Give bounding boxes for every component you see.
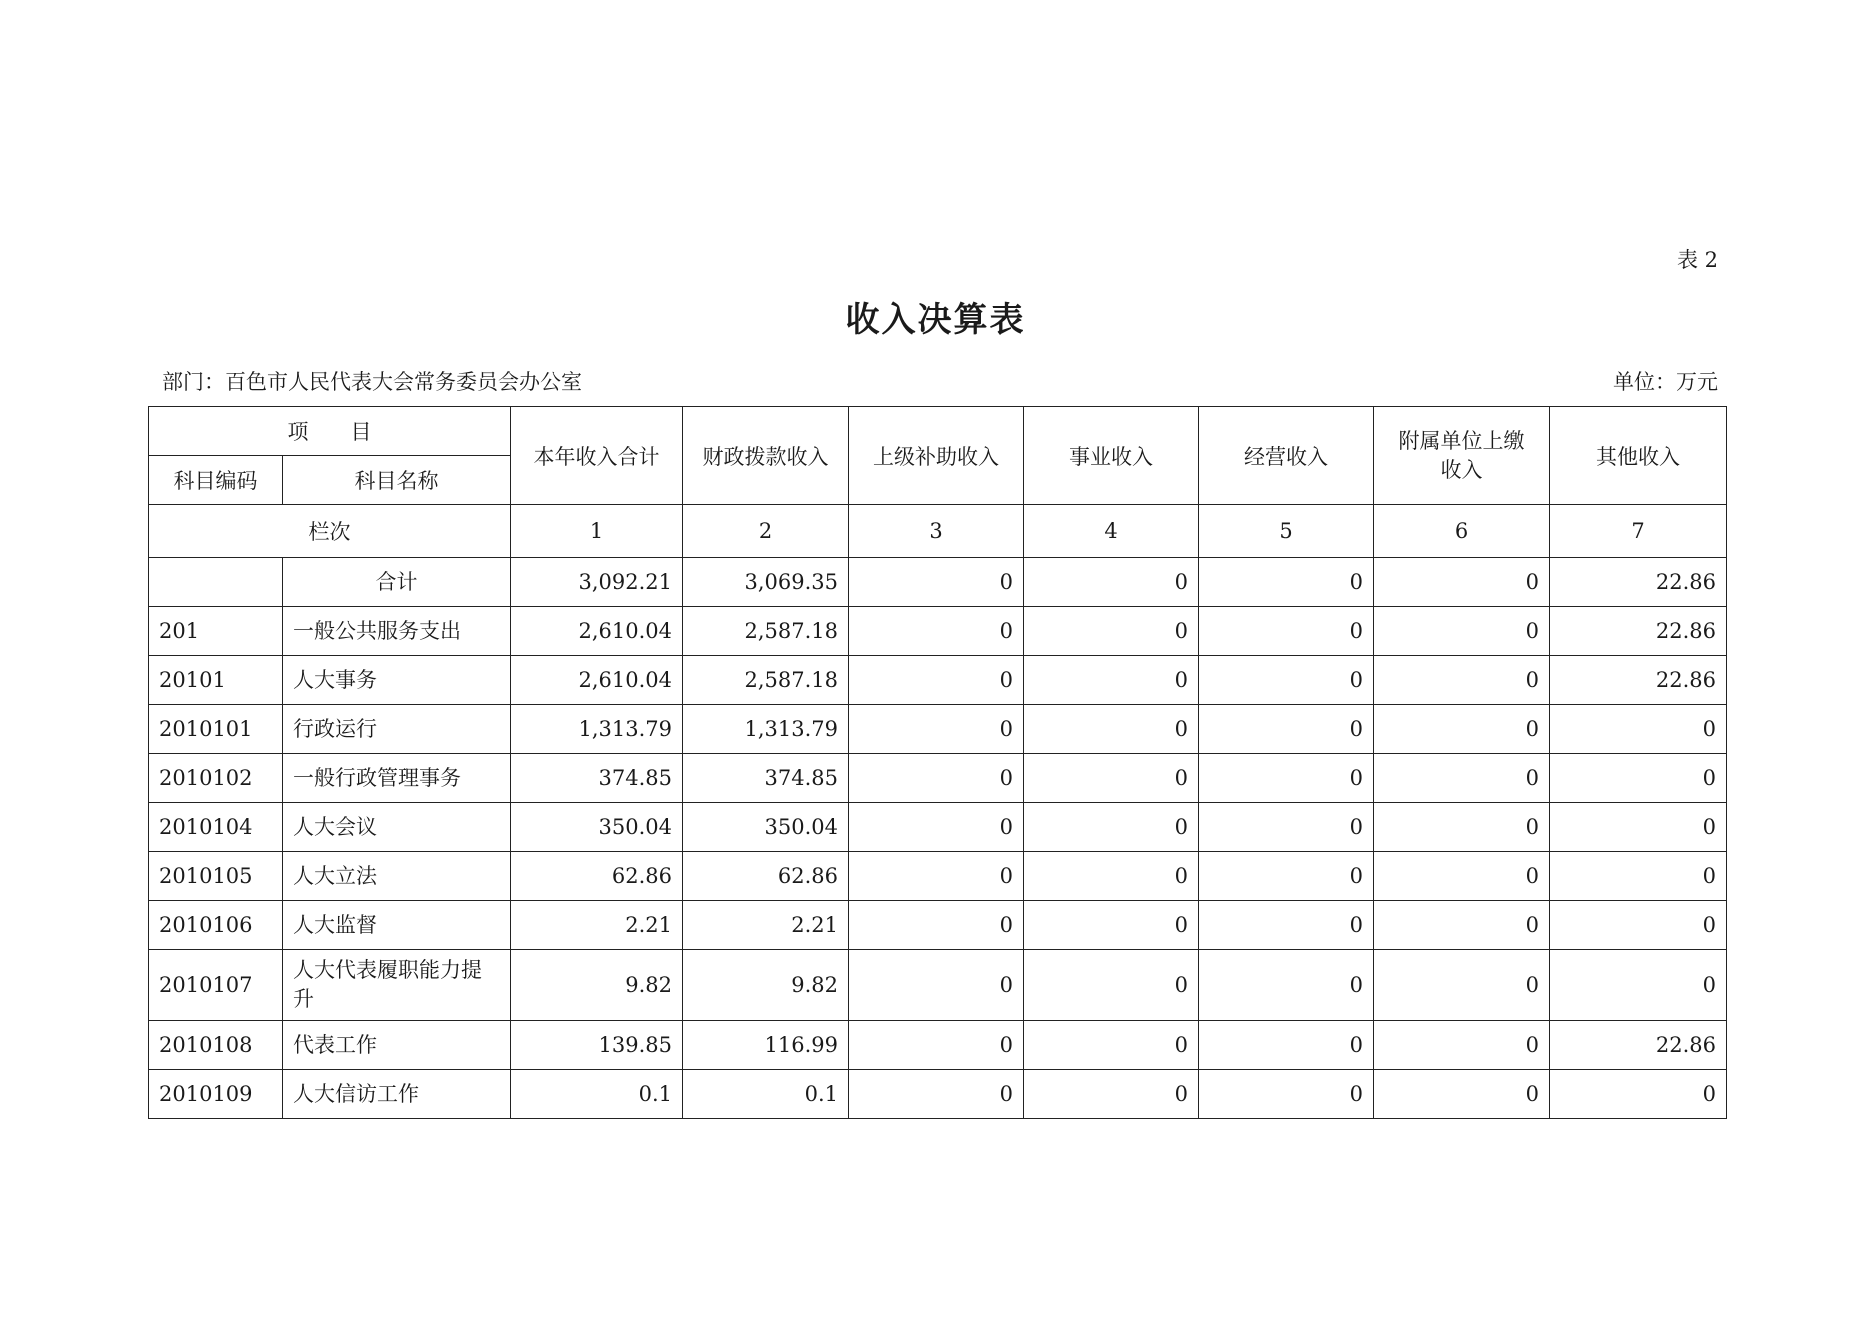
header-superior: 上级补助收入 — [849, 407, 1024, 505]
cell-superior: 0 — [849, 705, 1024, 754]
header-operating: 经营收入 — [1199, 407, 1374, 505]
cell-total: 2,610.04 — [511, 607, 683, 656]
cell-other: 0 — [1550, 852, 1727, 901]
page-title: 收入决算表 — [845, 300, 1026, 340]
cell-operating: 0 — [1199, 607, 1374, 656]
cell-fiscal: 2.21 — [683, 901, 849, 950]
cell-code: 2010102 — [149, 754, 283, 803]
cell-total: 2.21 — [511, 901, 683, 950]
cell-other: 0 — [1550, 950, 1727, 1021]
cell-business: 0 — [1024, 754, 1199, 803]
table-row — [149, 705, 1727, 754]
cell-name: 行政运行 — [283, 705, 511, 754]
cell-fiscal: 3,069.35 — [683, 558, 849, 607]
cell-superior: 0 — [849, 852, 1024, 901]
cell-total: 1,313.79 — [511, 705, 683, 754]
cell-other: 22.86 — [1550, 656, 1727, 705]
cell-business: 0 — [1024, 803, 1199, 852]
cell-superior: 0 — [849, 1070, 1024, 1119]
cell-affiliated: 0 — [1374, 607, 1550, 656]
cell-total: 139.85 — [511, 1021, 683, 1070]
cell-fiscal: 1,313.79 — [683, 705, 849, 754]
index-cell: 3 — [849, 505, 1024, 558]
cell-operating: 0 — [1199, 901, 1374, 950]
table-row — [149, 852, 1727, 901]
cell-affiliated: 0 — [1374, 852, 1550, 901]
cell-total: 3,092.21 — [511, 558, 683, 607]
cell-name: 一般公共服务支出 — [283, 607, 511, 656]
cell-code: 2010106 — [149, 901, 283, 950]
header-total: 本年收入合计 — [511, 407, 683, 505]
cell-business: 0 — [1024, 901, 1199, 950]
table-row — [149, 803, 1727, 852]
cell-business: 0 — [1024, 656, 1199, 705]
cell-affiliated: 0 — [1374, 950, 1550, 1021]
index-cell: 5 — [1199, 505, 1374, 558]
cell-total: 9.82 — [511, 950, 683, 1021]
cell-affiliated: 0 — [1374, 754, 1550, 803]
index-cell: 2 — [683, 505, 849, 558]
cell-affiliated: 0 — [1374, 1070, 1550, 1119]
table-row — [149, 656, 1727, 705]
cell-affiliated: 0 — [1374, 803, 1550, 852]
cell-fiscal: 9.82 — [683, 950, 849, 1021]
cell-fiscal: 0.1 — [683, 1070, 849, 1119]
cell-name: 人大信访工作 — [283, 1070, 511, 1119]
cell-name: 人大事务 — [283, 656, 511, 705]
cell-code: 2010104 — [149, 803, 283, 852]
cell-other: 0 — [1550, 901, 1727, 950]
cell-affiliated: 0 — [1374, 705, 1550, 754]
header-affiliated: 附属单位上缴收入 — [1374, 407, 1550, 505]
header-business: 事业收入 — [1024, 407, 1199, 505]
cell-affiliated: 0 — [1374, 558, 1550, 607]
table-row — [149, 558, 1727, 607]
cell-code: 2010108 — [149, 1021, 283, 1070]
index-label: 栏次 — [149, 505, 511, 558]
cell-other: 0 — [1550, 705, 1727, 754]
header-other: 其他收入 — [1550, 407, 1727, 505]
cell-code: 2010101 — [149, 705, 283, 754]
cell-affiliated: 0 — [1374, 901, 1550, 950]
header-item: 项 目 — [149, 407, 511, 456]
table-row — [149, 1021, 1727, 1070]
cell-total: 350.04 — [511, 803, 683, 852]
cell-operating: 0 — [1199, 950, 1374, 1021]
cell-other: 22.86 — [1550, 558, 1727, 607]
cell-operating: 0 — [1199, 1021, 1374, 1070]
cell-superior: 0 — [849, 754, 1024, 803]
cell-superior: 0 — [849, 901, 1024, 950]
cell-name: 人大立法 — [283, 852, 511, 901]
cell-code: 2010109 — [149, 1070, 283, 1119]
cell-other: 0 — [1550, 1070, 1727, 1119]
cell-fiscal: 62.86 — [683, 852, 849, 901]
cell-fiscal: 350.04 — [683, 803, 849, 852]
index-cell: 4 — [1024, 505, 1199, 558]
cell-code: 2010107 — [149, 950, 283, 1021]
cell-total: 374.85 — [511, 754, 683, 803]
cell-fiscal: 374.85 — [683, 754, 849, 803]
cell-operating: 0 — [1199, 754, 1374, 803]
header-row-top — [149, 407, 1727, 456]
cell-other: 22.86 — [1550, 607, 1727, 656]
index-cell: 6 — [1374, 505, 1550, 558]
cell-superior: 0 — [849, 558, 1024, 607]
cell-code: 20101 — [149, 656, 283, 705]
cell-affiliated: 0 — [1374, 656, 1550, 705]
cell-business: 0 — [1024, 607, 1199, 656]
cell-operating: 0 — [1199, 705, 1374, 754]
cell-code — [149, 558, 283, 607]
cell-business: 0 — [1024, 950, 1199, 1021]
header-name: 科目名称 — [283, 456, 511, 505]
cell-total: 62.86 — [511, 852, 683, 901]
cell-superior: 0 — [849, 803, 1024, 852]
cell-other: 22.86 — [1550, 1021, 1727, 1070]
cell-operating: 0 — [1199, 803, 1374, 852]
department-label: 部门：百色市人民代表大会常务委员会办公室 — [162, 370, 582, 394]
index-cell: 7 — [1550, 505, 1727, 558]
cell-superior: 0 — [849, 607, 1024, 656]
cell-name: 代表工作 — [283, 1021, 511, 1070]
cell-name: 人大代表履职能力提升 — [283, 950, 511, 1021]
cell-operating: 0 — [1199, 656, 1374, 705]
table-row — [149, 754, 1727, 803]
cell-business: 0 — [1024, 705, 1199, 754]
cell-other: 0 — [1550, 754, 1727, 803]
table-row — [149, 950, 1727, 1021]
cell-operating: 0 — [1199, 852, 1374, 901]
cell-name: 人大监督 — [283, 901, 511, 950]
cell-fiscal: 2,587.18 — [683, 607, 849, 656]
cell-code: 201 — [149, 607, 283, 656]
cell-code: 2010105 — [149, 852, 283, 901]
cell-business: 0 — [1024, 852, 1199, 901]
cell-total: 2,610.04 — [511, 656, 683, 705]
cell-fiscal: 2,587.18 — [683, 656, 849, 705]
table-number: 表 2 — [1676, 248, 1718, 272]
cell-name: 一般行政管理事务 — [283, 754, 511, 803]
cell-superior: 0 — [849, 950, 1024, 1021]
cell-business: 0 — [1024, 1070, 1199, 1119]
cell-other: 0 — [1550, 803, 1727, 852]
cell-name: 合计 — [283, 558, 511, 607]
income-statement-table — [148, 406, 1727, 1119]
index-row — [149, 505, 1727, 558]
cell-affiliated: 0 — [1374, 1021, 1550, 1070]
table-row — [149, 1070, 1727, 1119]
cell-superior: 0 — [849, 656, 1024, 705]
cell-name: 人大会议 — [283, 803, 511, 852]
table-row — [149, 901, 1727, 950]
index-cell: 1 — [511, 505, 683, 558]
table-row — [149, 607, 1727, 656]
cell-fiscal: 116.99 — [683, 1021, 849, 1070]
cell-operating: 0 — [1199, 558, 1374, 607]
cell-superior: 0 — [849, 1021, 1024, 1070]
cell-business: 0 — [1024, 1021, 1199, 1070]
cell-business: 0 — [1024, 558, 1199, 607]
cell-operating: 0 — [1199, 1070, 1374, 1119]
cell-total: 0.1 — [511, 1070, 683, 1119]
unit-label: 单位：万元 — [1613, 370, 1718, 394]
header-code: 科目编码 — [149, 456, 283, 505]
header-fiscal: 财政拨款收入 — [683, 407, 849, 505]
